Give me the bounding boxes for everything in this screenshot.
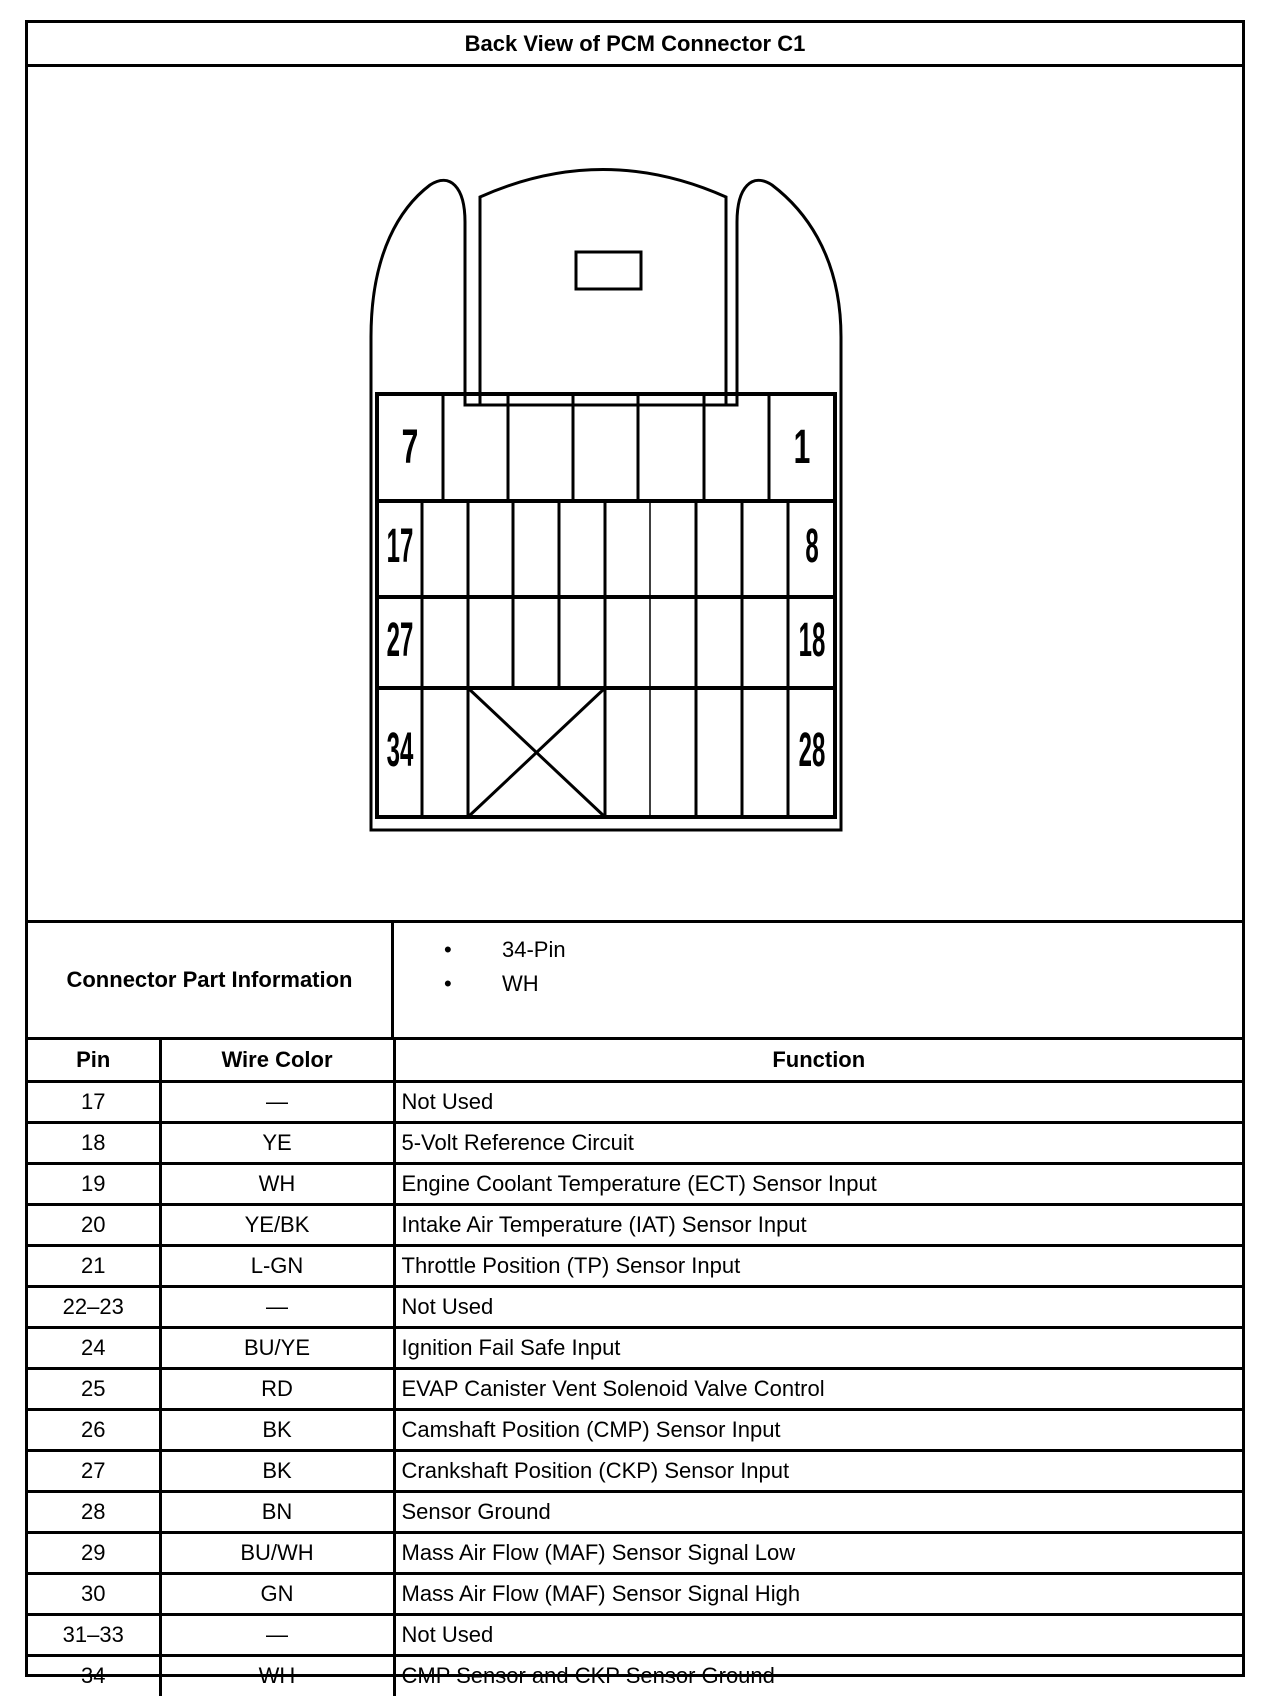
- connector-diagram-area: [28, 67, 1242, 923]
- wire-color-cell: —: [160, 1614, 394, 1655]
- table-row: [28, 1655, 1242, 1696]
- sheet-title: Back View of PCM Connector C1: [28, 23, 1242, 67]
- pin-label-34: 34: [386, 724, 414, 778]
- pin-label-17: 17: [386, 520, 414, 574]
- wire-color-cell: BU/WH: [160, 1532, 394, 1573]
- lock-window: [576, 252, 641, 289]
- part-info-item: • 34-Pin: [394, 933, 566, 967]
- function-cell: Intake Air Temperature (IAT) Sensor Input: [394, 1204, 1242, 1245]
- wire-color-cell: —: [160, 1081, 394, 1122]
- pin-label-18: 18: [798, 614, 826, 668]
- table-row: [28, 1409, 1242, 1450]
- function-cell: Not Used: [394, 1081, 1242, 1122]
- pin-cell: 34: [28, 1655, 160, 1696]
- table-row: [28, 1163, 1242, 1204]
- function-cell: Not Used: [394, 1286, 1242, 1327]
- pin-cell: 27: [28, 1450, 160, 1491]
- pin-cell: 17: [28, 1081, 160, 1122]
- pin-cell: 31–33: [28, 1614, 160, 1655]
- part-info-list: [394, 933, 566, 1001]
- pin-label-28: 28: [798, 724, 826, 778]
- pin-function-table: [28, 1040, 1242, 1696]
- table-header-row: [28, 1040, 1242, 1081]
- pin-cell: 30: [28, 1573, 160, 1614]
- function-cell: CMP Sensor and CKP Sensor Ground: [394, 1655, 1242, 1696]
- table-row: [28, 1614, 1242, 1655]
- function-cell: 5-Volt Reference Circuit: [394, 1122, 1242, 1163]
- function-cell: Ignition Fail Safe Input: [394, 1327, 1242, 1368]
- table-row: [28, 1122, 1242, 1163]
- header-wire-color: Wire Color: [160, 1040, 394, 1081]
- wire-color-cell: RD: [160, 1368, 394, 1409]
- wire-color-cell: BK: [160, 1450, 394, 1491]
- function-cell: Camshaft Position (CMP) Sensor Input: [394, 1409, 1242, 1450]
- pin-cell: 24: [28, 1327, 160, 1368]
- function-cell: Mass Air Flow (MAF) Sensor Signal High: [394, 1573, 1242, 1614]
- connector-diagram: [28, 67, 1242, 920]
- pin-cell: 18: [28, 1122, 160, 1163]
- pin-cell: 21: [28, 1245, 160, 1286]
- table-row: [28, 1368, 1242, 1409]
- pin-label-8: 8: [805, 520, 819, 574]
- wire-color-cell: BN: [160, 1491, 394, 1532]
- wire-color-cell: YE/BK: [160, 1204, 394, 1245]
- table-row: [28, 1286, 1242, 1327]
- pin-cell: 28: [28, 1491, 160, 1532]
- wire-color-cell: WH: [160, 1163, 394, 1204]
- wire-color-cell: GN: [160, 1573, 394, 1614]
- wire-color-cell: L-GN: [160, 1245, 394, 1286]
- part-info-label: Connector Part Information: [28, 923, 394, 1037]
- function-cell: Throttle Position (TP) Sensor Input: [394, 1245, 1242, 1286]
- table-row: [28, 1450, 1242, 1491]
- function-cell: EVAP Canister Vent Solenoid Valve Control: [394, 1368, 1242, 1409]
- wire-color-cell: —: [160, 1286, 394, 1327]
- wire-color-cell: WH: [160, 1655, 394, 1696]
- locking-tab: [480, 170, 726, 406]
- wire-color-cell: YE: [160, 1122, 394, 1163]
- pin-label-7: 7: [401, 421, 419, 474]
- pin-cell: 26: [28, 1409, 160, 1450]
- function-cell: Not Used: [394, 1614, 1242, 1655]
- pin-cell: 22–23: [28, 1286, 160, 1327]
- function-cell: Sensor Ground: [394, 1491, 1242, 1532]
- connector-sheet: [25, 20, 1245, 1689]
- wire-color-cell: BK: [160, 1409, 394, 1450]
- pin-label-1: 1: [793, 421, 811, 474]
- table-row: [28, 1327, 1242, 1368]
- pin-cell: 25: [28, 1368, 160, 1409]
- table-row: [28, 1532, 1242, 1573]
- pin-label-27: 27: [386, 614, 414, 668]
- wire-color-cell: BU/YE: [160, 1327, 394, 1368]
- table-row: [28, 1245, 1242, 1286]
- pin-cell: 29: [28, 1532, 160, 1573]
- table-row: [28, 1491, 1242, 1532]
- header-function: Function: [394, 1040, 1242, 1081]
- table-row: [28, 1204, 1242, 1245]
- connector-part-info: [28, 923, 1242, 1040]
- function-cell: Engine Coolant Temperature (ECT) Sensor Input: [394, 1163, 1242, 1204]
- table-row: [28, 1081, 1242, 1122]
- pin-cell: 19: [28, 1163, 160, 1204]
- part-info-item: • WH: [394, 967, 566, 1001]
- function-cell: Mass Air Flow (MAF) Sensor Signal Low: [394, 1532, 1242, 1573]
- pin-cell: 20: [28, 1204, 160, 1245]
- table-row: [28, 1573, 1242, 1614]
- header-pin: Pin: [28, 1040, 160, 1081]
- function-cell: Crankshaft Position (CKP) Sensor Input: [394, 1450, 1242, 1491]
